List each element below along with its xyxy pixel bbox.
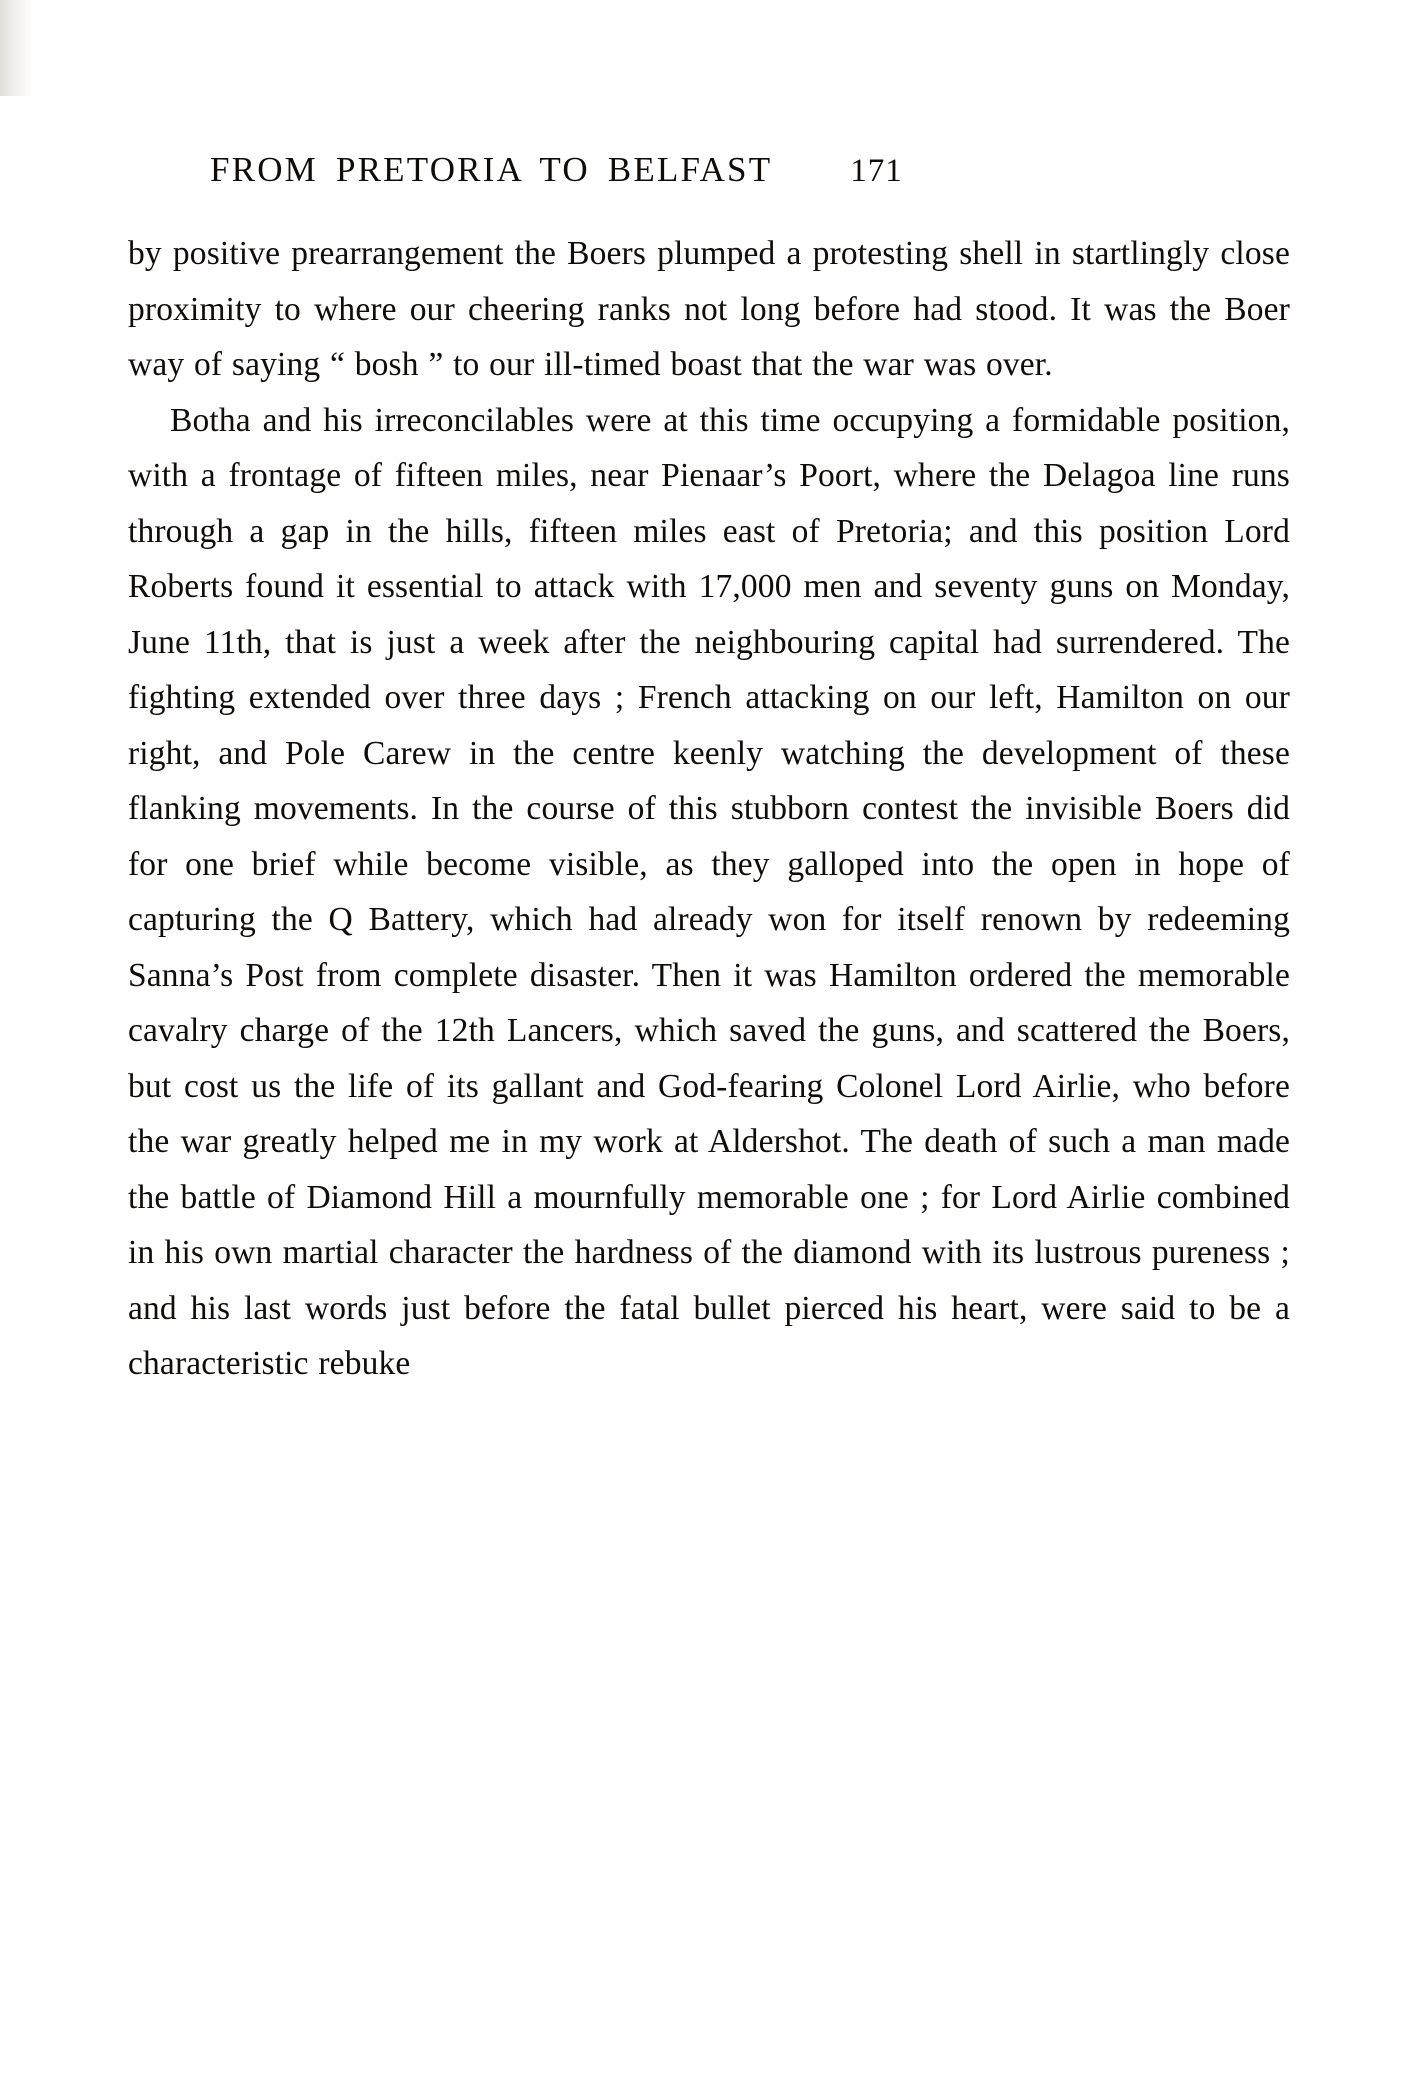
page-number: 171 xyxy=(850,153,903,189)
paragraph: by positive prearrangement the Boers plumped a protesting shell in startlingly close proximity to where our cheering ranks not long before had stood. It was the Boer way of saying “ bosh ” to our ill-timed boast that the war was over. xyxy=(128,235,1290,383)
paragraph: Botha and his irreconcilables were at this time occupying a formidable position, with a frontage of fifteen miles, near Pienaar’s Poort, where the Delagoa line runs through a gap in the hills, fifteen miles east of Pretoria; and this position Lord Roberts found it essential to attack with 17,000 men and seventy guns on Monday, June 11th, that is just a week after the neighbouring capital had surrendered. The fighting extended over three days ; French attacking on our left, Hamilton on our right, and Pole Carew in the centre keenly watching the development of these flanking movements. In the course of this stubborn contest the invisible Boers did for one brief while become visible, as they galloped into the open in hope of capturing the Q Battery, which had already won for itself renown by redeeming Sanna’s Post from complete disaster. Then it was Hamilton ordered the memorable cavalry charge of the 12th Lancers, which saved the guns, and scattered the Boers, but cost us the life of its gallant and God-fearing Colonel Lord Airlie, who before the war greatly helped me in my work at Aldershot. The death of such a man made the battle of Diamond Hill a mournfully memorable one ; for Lord Airlie combined in his own martial character the hardness of the diamond with its lustrous pureness ; and his last words just before the fatal bullet pierced his heart, were said to be a characteristic rebuke xyxy=(128,401,1290,1382)
running-head xyxy=(128,150,1290,190)
page-title: FROM PRETORIA TO BELFAST xyxy=(210,150,773,189)
body-text xyxy=(128,226,1290,1392)
